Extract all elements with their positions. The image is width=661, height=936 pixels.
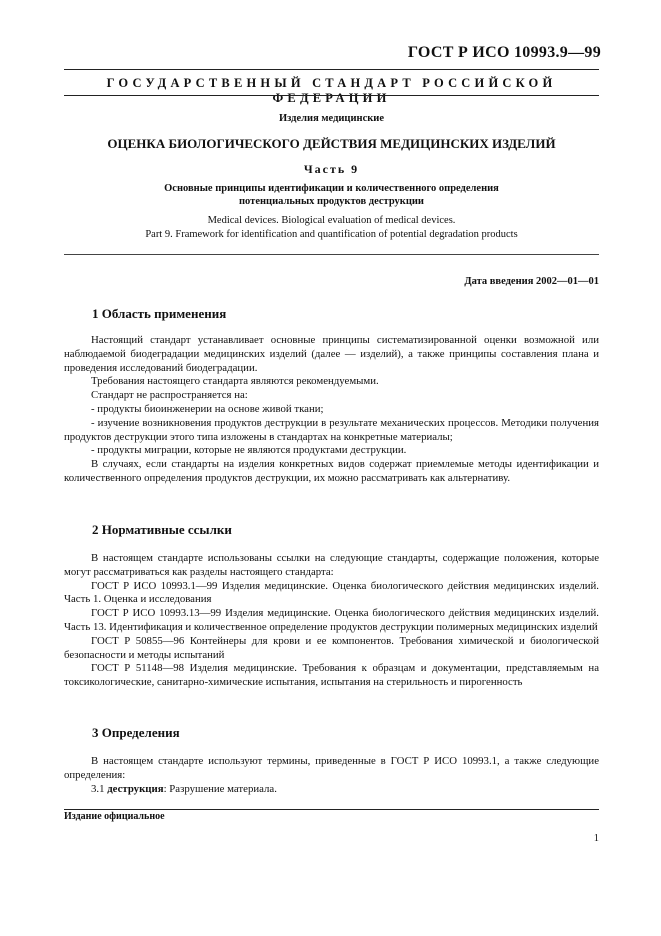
- english-title-line2: Part 9. Framework for identification and quantification of potential degradation products: [145, 229, 518, 240]
- section-2-body: [64, 552, 599, 690]
- reference-item: ГОСТ Р ИСО 10993.1—99 Изделия медицинские. Оценка биологического действия медицинских изделий. Часть 1. Оценка и исследования: [64, 579, 599, 606]
- intro-date: Дата введения 2002—01—01: [464, 276, 599, 287]
- paragraph: В настоящем стандарте использованы ссылки на следующие стандарты, содержащие положения, которые могут рассматриваться как разделы настоящего стандарта:: [64, 552, 599, 578]
- section-3-heading: 3 Определения: [92, 725, 180, 740]
- english-title-line1: Medical devices. Biological evaluation of medical devices.: [207, 215, 456, 226]
- paragraph: Стандарт не распространяется на:: [91, 389, 248, 402]
- section-3-body: [64, 755, 599, 796]
- footer-rule: [64, 809, 599, 810]
- paragraph: В настоящем стандарте используют термины, приведенные в ГОСТ Р ИСО 10993.1, а также следующие определения:: [64, 755, 599, 781]
- list-item: - продукты миграции, которые не являются продуктами деструкции.: [91, 444, 407, 457]
- english-title: [64, 214, 599, 242]
- official-edition-label: Издание официальное: [64, 811, 165, 822]
- definition-text: : Разрушение материала.: [163, 782, 277, 795]
- subtitle: Основные принципы идентификации и количественного определения потенциальных продуктов деструкции: [164, 183, 499, 207]
- section-1-body: [64, 334, 599, 486]
- list-item: - изучение возникновения продуктов деструкции в результате механических процессов. Методики получения продуктов деструкции этого типа изложены в стандартах на конкретные материалы;: [64, 416, 599, 443]
- page-number: 1: [593, 833, 599, 844]
- header-rule-lower: [64, 95, 599, 96]
- definition-term: деструкция: [107, 782, 164, 795]
- paragraph: Настоящий стандарт устанавливает основные принципы систематизированной оценки возможной или наблюдаемой биодеградации медицинских изделий (далее — изделий), а также принципы составления плана и проведения исследований биодеградации.: [64, 334, 599, 374]
- section-1-heading: 1 Область применения: [92, 306, 227, 321]
- section-2-heading: 2 Нормативные ссылки: [92, 522, 232, 537]
- header-rule: [64, 69, 599, 70]
- title-divider: [64, 254, 599, 255]
- document-code: ГОСТ Р ИСО 10993.9—99: [407, 44, 601, 61]
- list-item: - продукты биоинженерии на основе живой ткани;: [91, 402, 324, 415]
- main-title: ОЦЕНКА БИОЛОГИЧЕСКОГО ДЕЙСТВИЯ МЕДИЦИНСКИХ ИЗДЕЛИЙ: [107, 136, 556, 151]
- paragraph: Требования настоящего стандарта являются рекомендуемыми.: [91, 375, 379, 388]
- reference-item: ГОСТ Р 50855—96 Контейнеры для крови и ее компонентов. Требования химической и биологической безопасности и методы испытаний: [64, 634, 599, 661]
- reference-item: ГОСТ Р 51148—98 Изделия медицинские. Требования к образцам и документации, представляемым на токсикологические, санитарно-химические испытания, испытания на стерильность и пирогенность: [64, 662, 599, 689]
- definition: [64, 783, 599, 797]
- reference-item: ГОСТ Р ИСО 10993.13—99 Изделия медицинские. Оценка биологического действия медицинских изделий. Часть 13. Идентификация и количественное определение продуктов деструкции полимерных медицинских изделий: [64, 607, 599, 633]
- part-number: Часть 9: [303, 162, 360, 176]
- product-kind: Изделия медицинские: [278, 113, 385, 124]
- paragraph: В случаях, если стандарты на изделия конкретных видов содержат приемлемые методы идентификации и количественного определения продуктов деструкции, их можно рассматривать как альтернативу.: [64, 458, 599, 484]
- state-standard-banner: ГОСУДАРСТВЕННЫЙ СТАНДАРТ РОССИЙСКОЙ ФЕДЕРАЦИИ: [106, 76, 557, 105]
- definition-number: 3.1: [91, 782, 105, 795]
